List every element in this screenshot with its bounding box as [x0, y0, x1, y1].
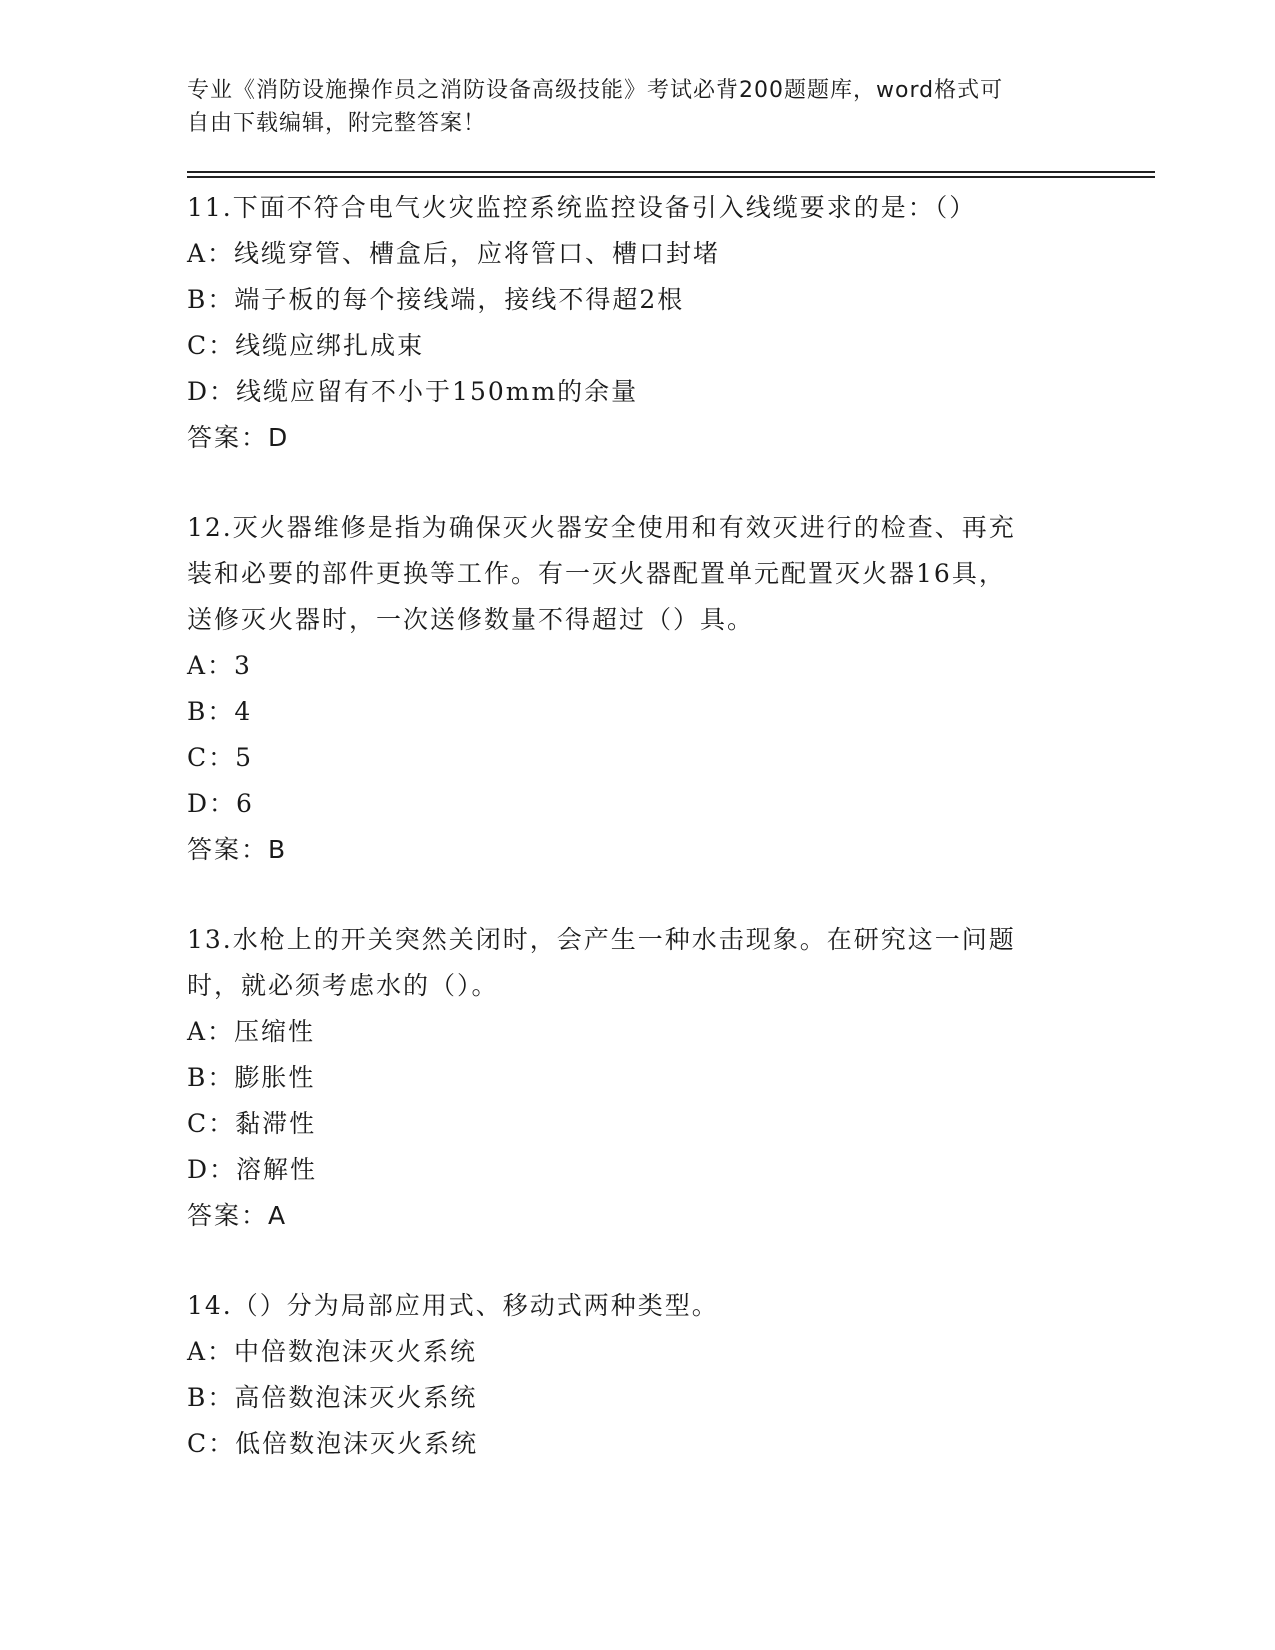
answer-line: 答案：D [187, 423, 290, 452]
option-b: B：膨胀性 [187, 1063, 316, 1092]
question-text: 14.（）分为局部应用式、移动式两种类型。 [187, 1291, 719, 1320]
option-d: D：6 [187, 789, 254, 818]
option-a: A：3 [187, 651, 252, 680]
question-11 [187, 185, 1087, 461]
question-14 [187, 1283, 1087, 1467]
option-a: A：中倍数泡沫灭火系统 [187, 1337, 478, 1366]
answer-line: 答案：A [187, 1201, 288, 1230]
header-line-2: 自由下载编辑，附完整答案！ [187, 111, 487, 136]
question-text: 12.灭火器维修是指为确保灭火器安全使用和有效灭进行的检查、再充 [187, 513, 1016, 542]
question-13 [187, 917, 1087, 1239]
header-line-1: 专业《消防设施操作员之消防设备高级技能》考试必背200题题库，word格式可 [187, 78, 1004, 103]
option-c: C：5 [187, 743, 254, 772]
option-d: D：溶解性 [187, 1155, 318, 1184]
option-c: C：黏滞性 [187, 1109, 317, 1138]
answer-line: 答案：B [187, 835, 288, 864]
question-text: 11.下面不符合电气火灾监控系统监控设备引入线缆要求的是：（） [187, 193, 977, 222]
question-list [187, 185, 1087, 1467]
option-d: D：线缆应留有不小于150mm的余量 [187, 377, 639, 406]
option-c: C：线缆应绑扎成束 [187, 331, 425, 360]
option-b: B：高倍数泡沫灭火系统 [187, 1383, 478, 1412]
header-divider-1 [187, 171, 1155, 173]
question-text: 13.水枪上的开关突然关闭时，会产生一种水击现象。在研究这一问题 [187, 925, 1016, 954]
question-text: 装和必要的部件更换等工作。有一灭火器配置单元配置灭火器16具， [187, 559, 1006, 588]
option-b: B：端子板的每个接线端，接线不得超2根 [187, 285, 685, 314]
header-divider-2 [187, 176, 1155, 178]
option-c: C：低倍数泡沫灭火系统 [187, 1429, 479, 1458]
option-a: A：压缩性 [187, 1017, 316, 1046]
question-12 [187, 505, 1087, 873]
option-b: B：4 [187, 697, 253, 726]
question-text: 送修灭火器时，一次送修数量不得超过（）具。 [187, 605, 755, 634]
question-text: 时，就必须考虑水的（）。 [187, 971, 499, 1000]
option-a: A：线缆穿管、槽盒后，应将管口、槽口封堵 [187, 239, 721, 268]
document-header [187, 74, 1087, 140]
